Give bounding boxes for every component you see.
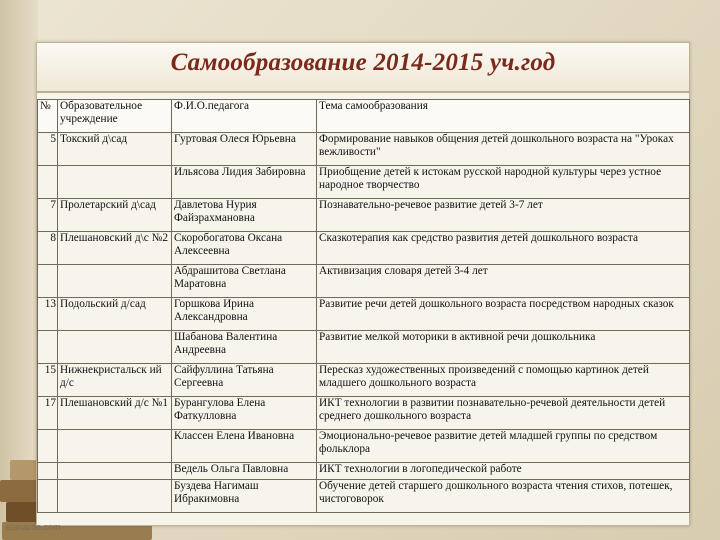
row-institution [58,480,172,513]
row-institution: Плешановский д/с №1 [58,397,172,430]
row-number: 5 [38,133,58,166]
row-teacher: Гуртовая Олеся Юрьевна [172,133,317,166]
header-number: № [38,100,58,133]
row-institution [58,265,172,298]
table-row [38,298,690,331]
table-row [38,265,690,298]
row-teacher: Шабанова Валентина Андреевна [172,331,317,364]
row-institution [58,166,172,199]
row-topic: Познавательно-речевое развитие детей 3-7 лет [317,199,690,232]
self-education-table [37,99,690,513]
row-number: 13 [38,298,58,331]
table-row [38,397,690,430]
row-teacher: Скоробогатова Оксана Алексеевна [172,232,317,265]
row-institution: Токский д\сад [58,133,172,166]
row-institution: Нижнекристальск ий д/с [58,364,172,397]
row-topic: Активизация словаря детей 3-4 лет [317,265,690,298]
table-row [38,430,690,463]
table-row [38,232,690,265]
slide-title: Самообразование 2014-2015 уч.год [170,49,556,76]
row-institution [58,331,172,364]
row-topic: Развитие мелкой моторики в активной речи дошкольника [317,331,690,364]
row-institution: Пролетарский д\сад [58,199,172,232]
row-topic: Формирование навыков общения детей дошкольного возраста на "Уроках вежливости" [317,133,690,166]
header-teacher: Ф.И.О.педагога [172,100,317,133]
row-topic: Приобщение детей к истокам русской народной культуры через устное народное творчество [317,166,690,199]
row-number: 17 [38,397,58,430]
table-row [38,364,690,397]
row-teacher: Ильясова Лидия Забировна [172,166,317,199]
table-row [38,166,690,199]
row-topic: ИКТ технологии в логопедической работе [317,463,690,480]
row-topic: Развитие речи детей дошкольного возраста посредством народных сказок [317,298,690,331]
row-teacher: Абдрашитова Светлана Маратовна [172,265,317,298]
row-number [38,430,58,463]
table-row [38,133,690,166]
header-institution: Образовательное учреждение [58,100,172,133]
row-number: 8 [38,232,58,265]
table-row [38,199,690,232]
row-teacher: Сайфуллина Татьяна Сергеевна [172,364,317,397]
row-number: 15 [38,364,58,397]
row-teacher: Ведель Ольга Павловна [172,463,317,480]
row-institution: Плешановский д\с №2 [58,232,172,265]
row-topic: ИКТ технологии в развитии познавательно-речевой деятельности детей среднего дошкольного возраста [317,397,690,430]
watermark-text: elanaroo.com [6,522,61,532]
row-topic: Обучение детей старшего дошкольного возраста чтения стихов, потешек, чистоговорок [317,480,690,513]
row-topic: Пересказ художественных произведений с помощью картинок детей младшего дошкольного возраста [317,364,690,397]
row-number: 7 [38,199,58,232]
row-number [38,331,58,364]
table-row [38,463,690,480]
header-topic: Тема самообразования [317,100,690,133]
table-header-row [38,100,690,133]
row-institution [58,463,172,480]
row-institution: Подольский д/сад [58,298,172,331]
row-teacher: Давлетова Нурия Файзрахмановна [172,199,317,232]
row-topic: Эмоционально-речевое развитие детей младшей группы по средством фольклора [317,430,690,463]
row-number [38,480,58,513]
slide-panel [36,42,690,526]
row-institution [58,430,172,463]
row-teacher: Классен Елена Ивановна [172,430,317,463]
table-row [38,480,690,513]
table-row [38,331,690,364]
row-number [38,463,58,480]
row-number [38,265,58,298]
row-topic: Сказкотерапия как средство развития детей дошкольного возраста [317,232,690,265]
row-teacher: Бурангулова Елена Фаткулловна [172,397,317,430]
row-teacher: Горшкова Ирина Александровна [172,298,317,331]
title-band [37,43,689,93]
row-teacher: Буздева Нагимаш Ибракимовна [172,480,317,513]
row-number [38,166,58,199]
